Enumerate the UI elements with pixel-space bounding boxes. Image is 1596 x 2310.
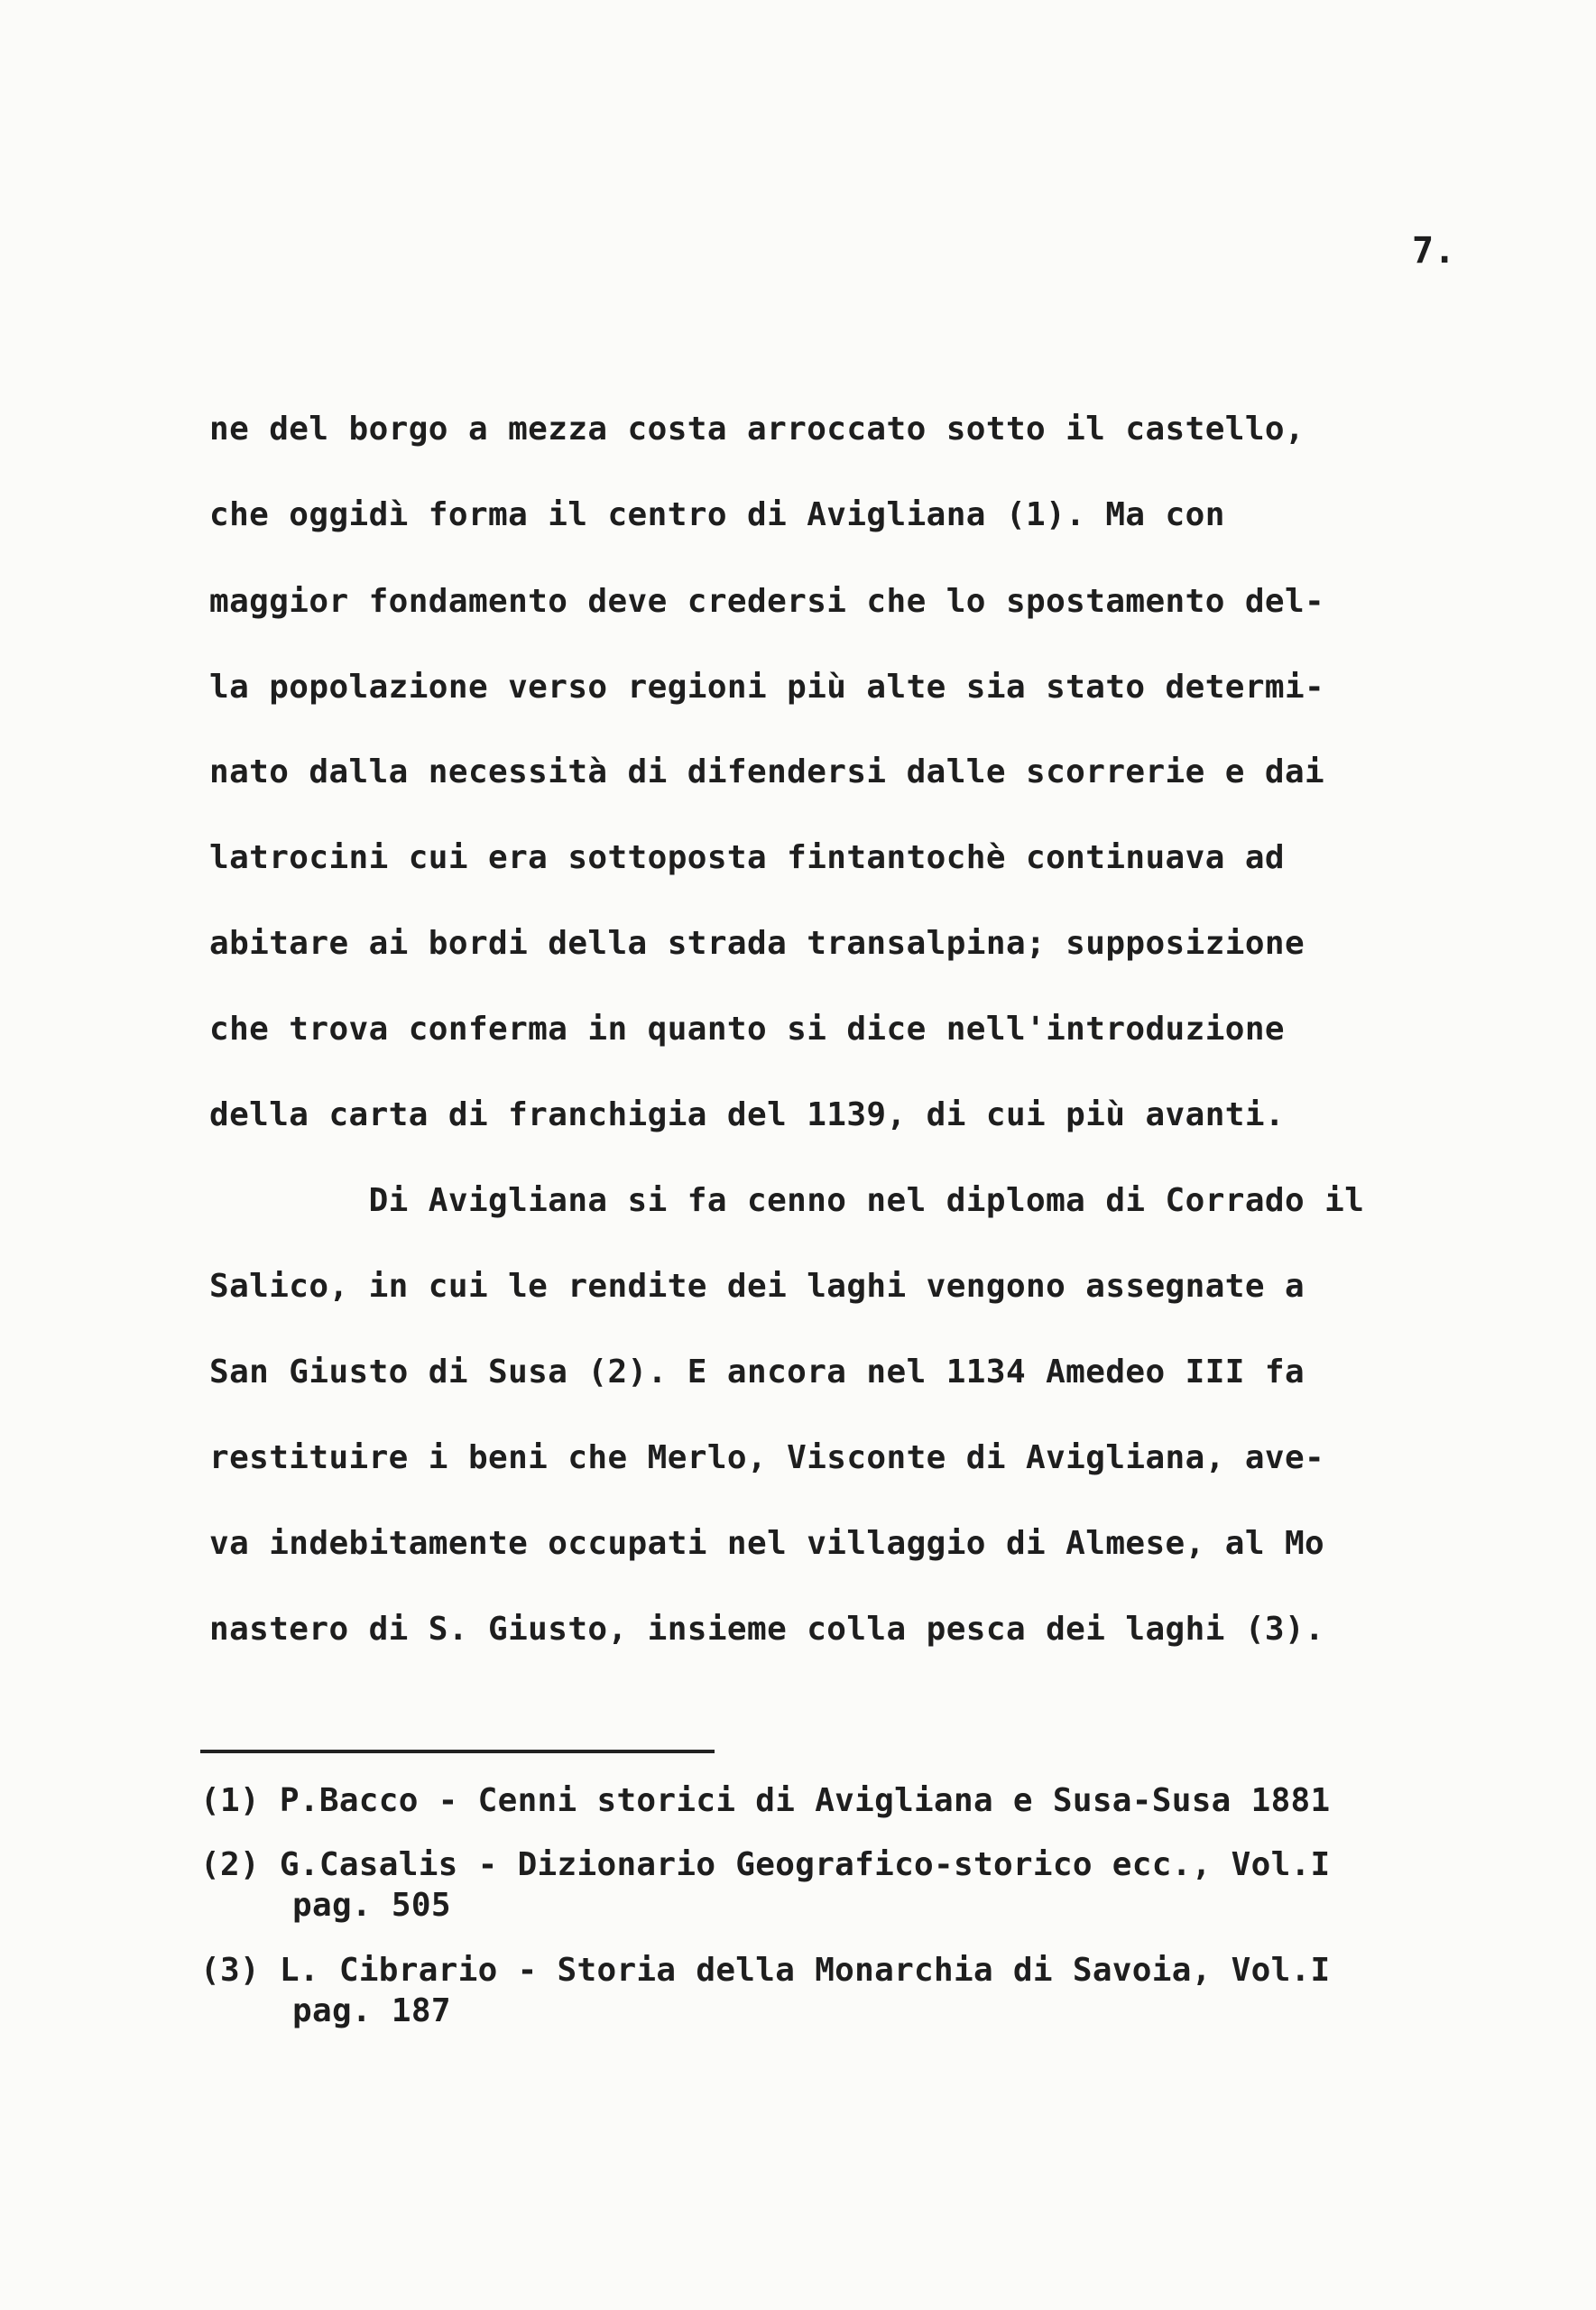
footnote-2: (2) G.Casalis - Dizionario Geografico-storico ecc., Vol.I: [200, 1846, 1331, 1883]
body-line: la popolazione verso regioni più alte sia stato determi-: [209, 669, 1325, 706]
footnote-separator: [200, 1750, 715, 1753]
body-line: latrocini cui era sottoposta fintantochè continuava ad: [209, 839, 1285, 876]
body-line: ne del borgo a mezza costa arroccato sotto il castello,: [209, 411, 1305, 448]
footnote-1: (1) P.Bacco - Cenni storici di Avigliana e Susa-Susa 1881: [200, 1782, 1331, 1819]
body-line: che oggidì forma il centro di Avigliana (1). Ma con: [209, 496, 1225, 533]
body-line: Salico, in cui le rendite dei laghi vengono assegnate a: [209, 1268, 1305, 1305]
body-line: Di Avigliana si fa cenno nel diploma di Corrado il: [209, 1182, 1365, 1219]
page-number: 7.: [1412, 230, 1456, 272]
body-line: restituire i beni che Merlo, Visconte di Avigliana, ave-: [209, 1439, 1325, 1476]
footnote-2-continuation: pag. 505: [292, 1887, 451, 1924]
body-line: nato dalla necessità di difendersi dalle scorrerie e dai: [209, 753, 1325, 790]
body-line: va indebitamente occupati nel villaggio di Almese, al Mo: [209, 1525, 1325, 1562]
footnote-3-continuation: pag. 187: [292, 1992, 451, 2029]
body-line: abitare ai bordi della strada transalpina; supposizione: [209, 925, 1305, 962]
body-line: che trova conferma in quanto si dice nell'introduzione: [209, 1011, 1285, 1048]
body-line: della carta di franchigia del 1139, di cui più avanti.: [209, 1096, 1285, 1133]
body-line: maggior fondamento deve credersi che lo spostamento del-: [209, 583, 1325, 620]
body-line: nastero di S. Giusto, insieme colla pesca dei laghi (3).: [209, 1611, 1325, 1648]
body-line: San Giusto di Susa (2). E ancora nel 1134 Amedeo III fa: [209, 1354, 1305, 1391]
footnote-3: (3) L. Cibrario - Storia della Monarchia di Savoia, Vol.I: [200, 1952, 1331, 1989]
